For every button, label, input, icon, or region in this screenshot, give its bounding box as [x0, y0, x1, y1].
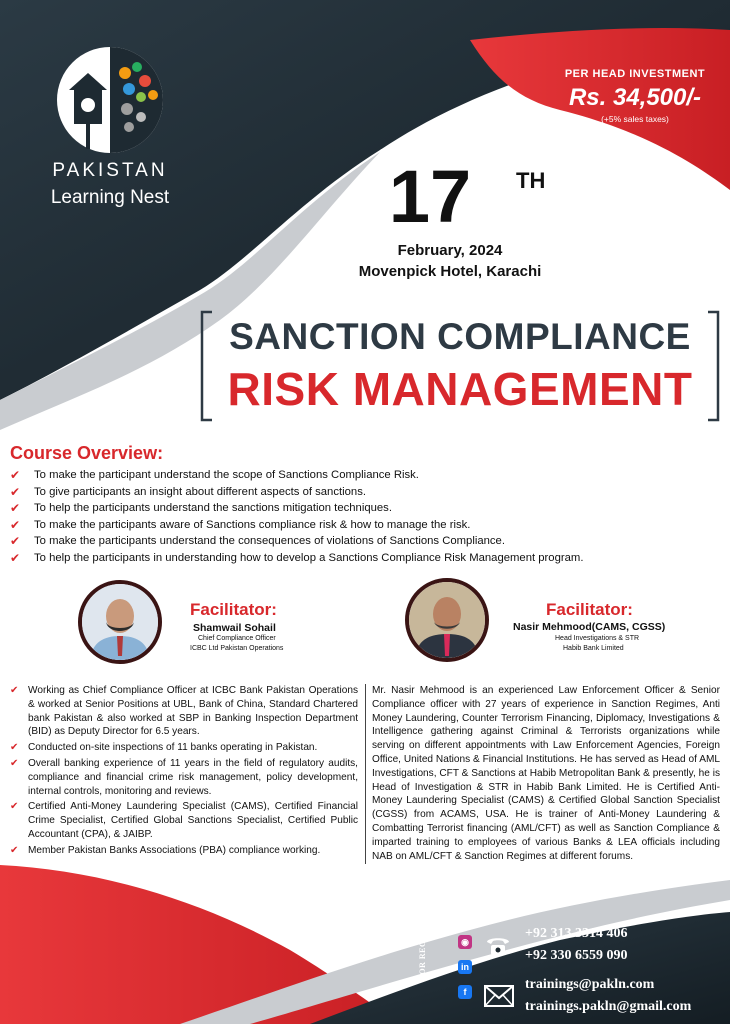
- email-1[interactable]: trainings@pakln.com: [525, 977, 655, 992]
- facilitator-1-photo: [78, 580, 162, 664]
- check-icon: ✔: [10, 685, 19, 696]
- check-icon: ✔: [10, 484, 21, 499]
- event-venue: Movenpick Hotel, Karachi: [358, 263, 542, 280]
- list-item: [10, 741, 358, 755]
- mail-icon: [484, 985, 514, 1007]
- list-item: [10, 800, 358, 841]
- bio-item-text: Member Pakistan Banks Associations (PBA) compliance working.: [28, 844, 321, 856]
- brand-tagline: Learning Nest: [50, 187, 170, 208]
- event-month-year: February, 2024: [397, 242, 503, 259]
- facilitator-2-role: Head Investigations & STR: [555, 635, 640, 642]
- phone-icon: [484, 933, 512, 957]
- price-value: Rs. 34,500/-: [568, 84, 702, 111]
- title-line-1: SANCTION COMPLIANCE: [229, 316, 691, 357]
- check-icon: ✔: [10, 501, 21, 516]
- check-icon: ✔: [10, 844, 19, 856]
- bio-divider: [365, 684, 366, 864]
- linkedin-icon[interactable]: in: [458, 960, 472, 974]
- facilitator-2-photo: [405, 578, 489, 662]
- overview-item-text: To help the participants understand the sanctions mitigation techniques.: [34, 502, 392, 515]
- facilitator-1-bio: [10, 684, 358, 860]
- facebook-icon[interactable]: f: [458, 985, 472, 999]
- phone-number-2[interactable]: +92 330 6559 090: [525, 948, 628, 963]
- facilitator-2-label: Facilitator:: [546, 600, 633, 619]
- list-item: [10, 500, 720, 517]
- event-day: 17: [388, 155, 472, 238]
- facilitator-1-role: Chief Compliance Officer: [198, 635, 276, 642]
- bio-item-text: Working as Chief Compliance Officer at ICBC Bank Pakistan Operations & worked at Senior Positions at UBL, Bank of China, Standard Chartered bank Pakistan & also worked at SBP in Banking Inspection Department (BID) as Deputy Director for 6.5 years.: [28, 685, 358, 738]
- email-2[interactable]: trainings.pakln@gmail.com: [525, 999, 692, 1014]
- check-icon: ✔: [10, 534, 21, 549]
- facilitator-2-org: Habib Bank Limited: [563, 645, 624, 652]
- overview-item-text: To help the participants in understanding how to develop a Sanctions Compliance Risk Management program.: [34, 551, 584, 564]
- instagram-icon[interactable]: ◉: [458, 935, 472, 949]
- birdhouse-logo-icon: [55, 45, 165, 155]
- facilitator-2-bio: Mr. Nasir Mehmood is an experienced Law Enforcement Officer & Senior Compliance officer with 27 years of experience in Sanction Regimes, Anti Money Laundering, Counter Terrorism Financing, Diplomacy, Investigations & Intelligence gathering against Criminal & Terrorists organizations while serving on different appointments with Law Enforcement Agencies, Foreign Office, United Nations & Financial Institutions. He has served as Head of AML Investigations, CFT & Sanctions at Habib Metropolitan Bank & presently, he is Head of Investigation & STR in Habib Bank Limited. He is Certified Anti-Money Laundering Specialist (CAMS) & Certified Global Sanction Specialist (CGSS) from ACAMS, USA. He is trainer of Anti-Money Laundering & Combatting Terrorist financing (AML/CFT) as well as Sanction Compliance & imparted training to employees of various Banks & LEA officials including NAB on AML/CFT & Sanction Regimes at different forums.: [372, 685, 720, 862]
- list-item: [10, 550, 720, 567]
- list-item: [10, 467, 720, 484]
- list-item: [10, 484, 720, 501]
- price-note: (+5% sales taxes): [601, 114, 669, 124]
- overview-item-text: To make the participant understand the scope of Sanctions Compliance Risk.: [34, 469, 419, 482]
- brand-name: PAKISTAN: [52, 160, 168, 181]
- check-icon: ✔: [10, 757, 19, 769]
- check-icon: ✔: [10, 550, 21, 565]
- bio-item-text: Certified Anti-Money Laundering Specialist (CAMS), Certified Financial Crime Specialist, Certified Global Sanctions Specialist, Certified Public Accountant (CPA), & JAIBP.: [28, 801, 358, 840]
- bio-item-text: Conducted on-site inspections of 11 banks operating in Pakistan.: [28, 742, 318, 754]
- overview-item-text: To make the participants understand the consequences of violations of Sanctions Compliance.: [34, 535, 505, 548]
- title-line-2: RISK MANAGEMENT: [227, 363, 693, 415]
- list-item: [10, 517, 720, 534]
- event-day-suffix: TH: [516, 168, 546, 193]
- overview-list: [10, 467, 720, 566]
- overview-item-text: To give participants an insight about different aspects of sanctions.: [34, 485, 366, 498]
- price-label: PER HEAD INVESTMENT: [564, 68, 706, 80]
- overview-item-text: To make the participants aware of Sanctions compliance risk & how to manage the risk.: [34, 518, 471, 531]
- facilitator-1-label: Facilitator:: [190, 600, 277, 619]
- check-icon: ✔: [10, 517, 21, 532]
- facilitator-1-org: ICBC Ltd Pakistan Operations: [190, 645, 284, 652]
- facilitator-1-name: Shamwail Sohail: [193, 622, 276, 634]
- registration-label: FOR REGISTRATION:: [418, 888, 427, 980]
- list-item: [10, 684, 358, 739]
- bio-item-text: Overall banking experience of 11 years in the field of regulatory audits, compliance and financial crime risk management, policy development, internal controls, monitoring and reviews.: [28, 757, 358, 797]
- facilitator-2-name: Nasir Mehmood(CAMS, CGSS): [513, 621, 666, 633]
- list-item: [10, 844, 358, 858]
- list-item: [10, 533, 720, 550]
- check-icon: ✔: [10, 801, 19, 813]
- check-icon: ✔: [10, 742, 19, 754]
- overview-heading: Course Overview:: [10, 443, 164, 463]
- bottom-red-wave: [0, 865, 400, 1024]
- check-icon: ✔: [10, 468, 21, 483]
- phone-number-1[interactable]: +92 313 3314 406: [525, 926, 628, 941]
- list-item: [10, 757, 358, 798]
